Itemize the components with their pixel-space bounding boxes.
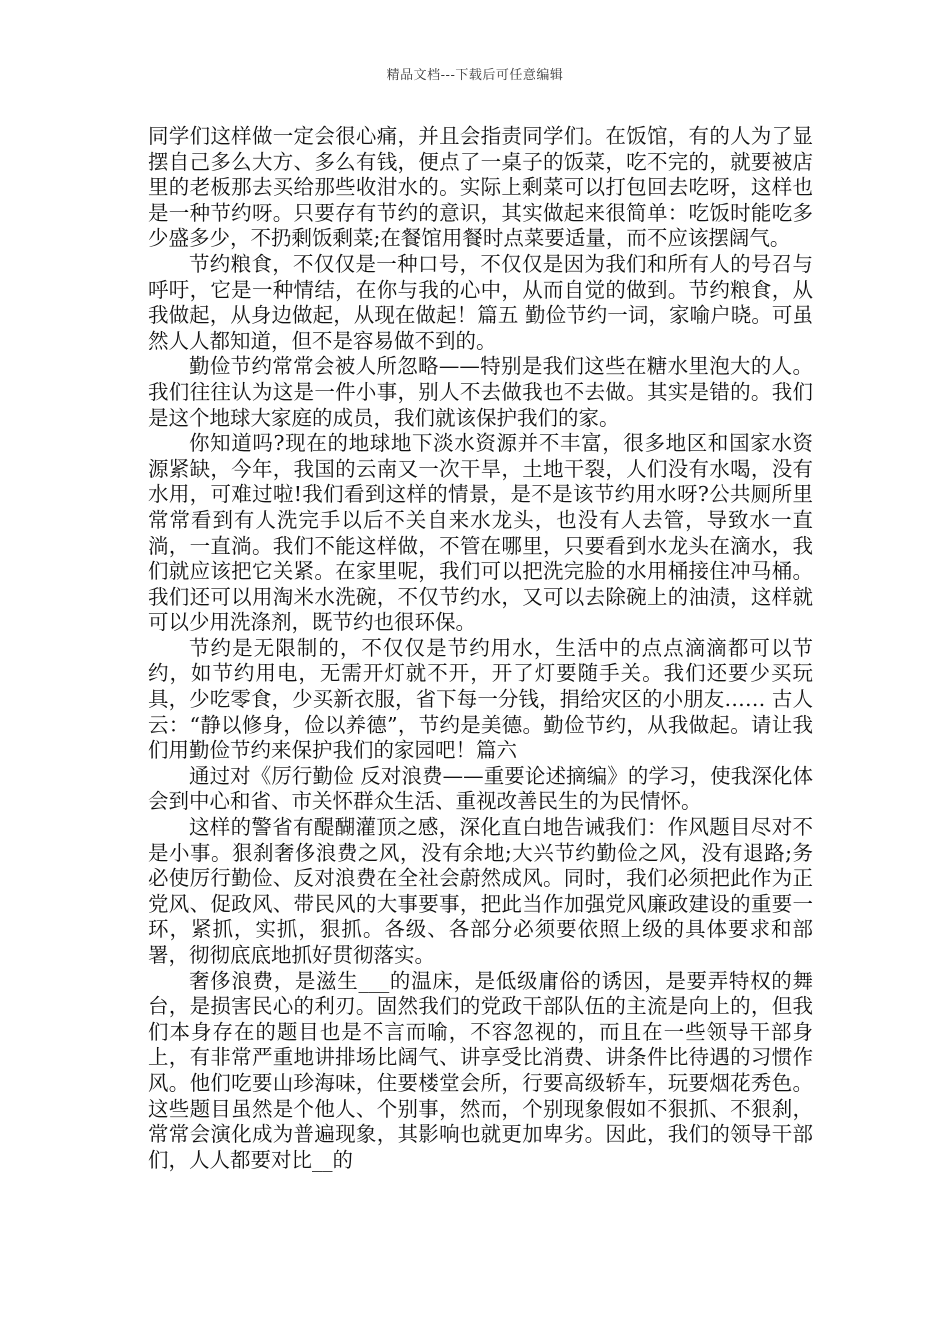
page-header: 精品文档---下载后可任意编辑 bbox=[386, 68, 564, 83]
paragraph: 节约是无限制的，不仅仅是节约用水，生活中的点点滴滴都可以节约，如节约用电，无需开灯就不开，开了灯要随手关。我们还要少买玩具，少吃零食，少买新衣服，省下每一分钱，捐给灾区的小朋友…… 古人云：“静以修身，俭以养德”，节约是美德。勤俭节约，从我做起。请让我们用勤俭节约来保护我们的家园吧！篇六 bbox=[148, 635, 813, 763]
paragraph: 节约粮食，不仅仅是一种口号，不仅仅是因为我们和所有人的号召与呼吁，它是一种情结，在你与我的心中，从而自觉的做到。节约粮食，从我做起，从身边做起，从现在做起！篇五 勤俭节约一词，家喻户晓。可虽然人人都知道，但不是容易做不到的。 bbox=[148, 251, 813, 353]
paragraph: 奢侈浪费，是滋生___的温床，是低级庸俗的诱因，是要弄特权的舞台，是损害民心的利刃。固然我们的党政干部队伍的主流是向上的，但我们本身存在的题目也是不言而喻，不容忽视的，而且在一些领导干部身上，有非常严重地讲排场比阔气、讲享受比消费、讲条件比待遇的习惯作风。他们吃要山珍海味，住要楼堂会所，行要高级轿车，玩要烟花秀色。这些题目虽然是个他人、个别事，然而，个别现象假如不狠抓、不狠刹，常常会演化成为普遍现象，其影响也就更加卑劣。因此，我们的领导干部们，人人都要对比__的 bbox=[148, 968, 813, 1172]
paragraph: 这样的警省有醍醐灌顶之感，深化直白地告诫我们：作风题目尽对不是小事。狠刹奢侈浪费之风，没有余地;大兴节约勤俭之风，没有退路;务必使厉行勤俭、反对浪费在全社会蔚然成风。同时，我们必须把此作为正党风、促政风、带民风的大事要事，把此当作加强党风廉政建设的重要一环，紧抓，实抓，狠抓。各级、各部分必须要依照上级的具体要求和部署，彻彻底底地抓好贯彻落实。 bbox=[148, 815, 813, 967]
paragraph: 通过对《厉行勤俭 反对浪费——重要论述摘编》的学习，使我深化体会到中心和省、市关怀群众生活、重视改善民生的为民情怀。 bbox=[148, 763, 813, 814]
paragraph: 勤俭节约常常会被人所忽略——特别是我们这些在糖水里泡大的人。我们往往认为这是一件小事，别人不去做我也不去做。其实是错的。我们是这个地球大家庭的成员，我们就该保护我们的家。 bbox=[148, 354, 813, 430]
paragraph: 同学们这样做一定会很心痛，并且会指责同学们。在饭馆，有的人为了显摆自己多么大方、多么有钱，便点了一桌子的饭菜，吃不完的，就要被店里的老板那去买给那些收泔水的。实际上剩菜可以打包回去吃呀，这样也是一种节约呀。只要存有节约的意识，其实做起来很简单：吃饭时能吃多少盛多少，不扔剩饭剩菜;在餐馆用餐时点菜要适量，而不应该摆阔气。 bbox=[148, 124, 813, 251]
document-body bbox=[148, 124, 813, 1173]
paragraph: 你知道吗?现在的地球地下淡水资源并不丰富，很多地区和国家水资源紧缺，今年，我国的云南又一次干旱，土地干裂，人们没有水喝，没有水用，可难过啦!我们看到这样的情景，是不是该节约用水呀?公共厕所里常常看到有人洗完手以后不关自来水龙头，也没有人去管，导致水一直淌，一直淌。我们不能这样做，不管在哪里，只要看到水龙头在滴水，我们就应该把它关紧。在家里呢，我们可以把洗完脸的水用桶接住冲马桶。我们还可以用淘米水洗碗，不仅节约水，又可以去除碗上的油渍，这样就可以少用洗涤剂，既节约也很环保。 bbox=[148, 431, 813, 635]
